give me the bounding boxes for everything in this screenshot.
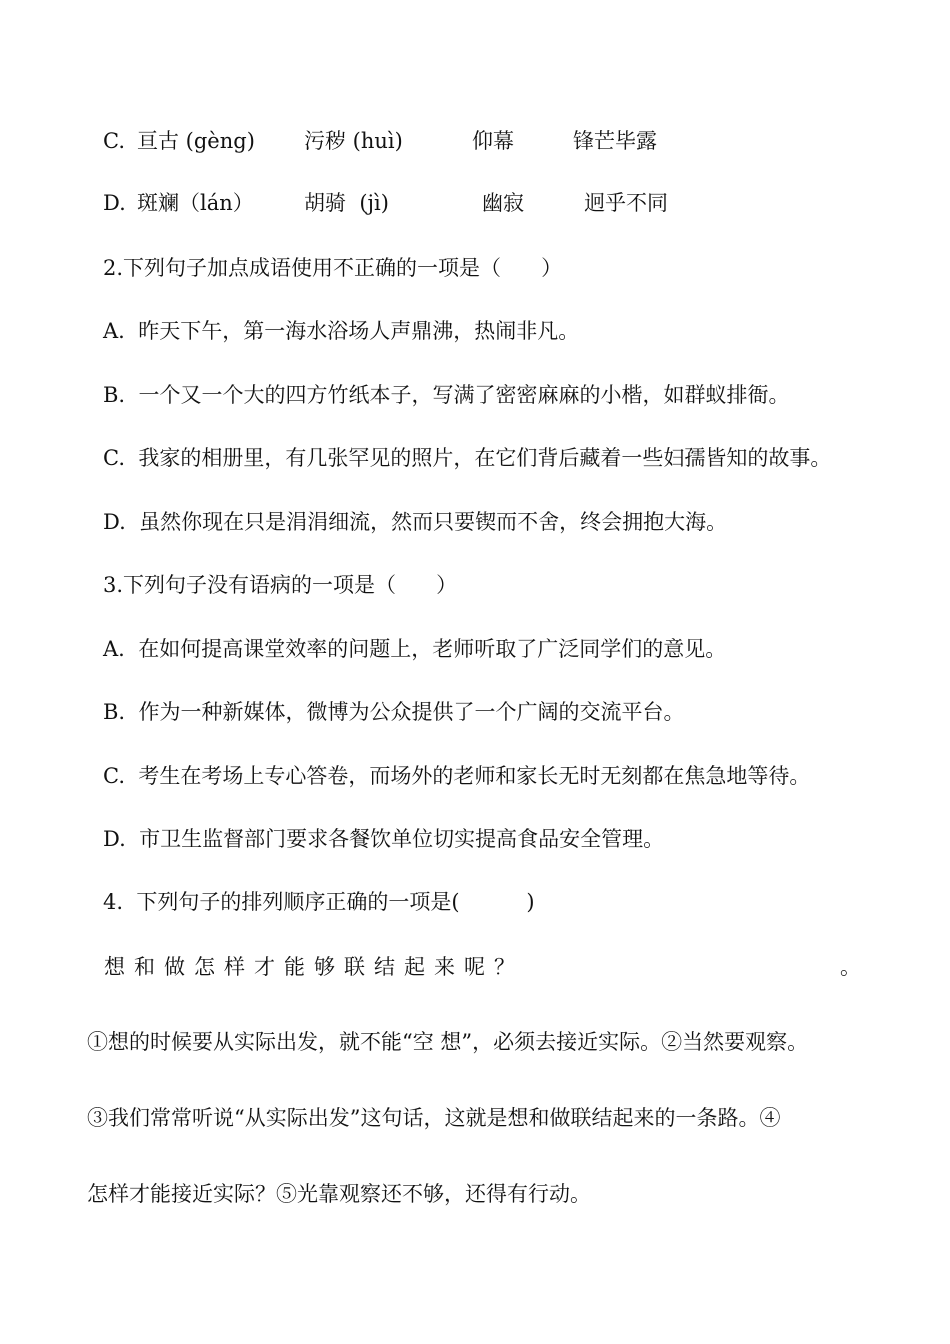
q4-stem: 4. 下列句子的排列顺序正确的一项是( ) xyxy=(103,890,535,914)
q1-option-c-word-4: 锋芒毕露 xyxy=(573,129,657,153)
q1-option-d-word-3: 幽寂 xyxy=(482,191,524,215)
q4-passage-line-2: ③我们常常听说“从实际出发”这句话，这就是想和做联结起来的一条路。④ xyxy=(87,1106,781,1130)
q3-option-b: B. 作为一种新媒体，微博为公众提供了一个广阔的交流平台。 xyxy=(103,700,685,724)
q4-passage-line-1: ①想的时候要从实际出发，就不能“空 想”，必须去接近实际。②当然要观察。 xyxy=(87,1030,809,1054)
q3-option-d: D. 市卫生监督部门要求各餐饮单位切实提高食品安全管理。 xyxy=(103,827,665,851)
q3-option-a: A. 在如何提高课堂效率的问题上，老师听取了广泛同学们的意见。 xyxy=(103,637,727,661)
q2-option-a: A. 昨天下午，第一海水浴场人声鼎沸，热闹非凡。 xyxy=(103,319,580,343)
q2-option-d: D. 虽然你现在只是涓涓细流，然而只要锲而不舍，终会拥抱大海。 xyxy=(103,510,728,534)
q2-option-c: C. 我家的相册里，有几张罕见的照片，在它们背后藏着一些妇孺皆知的故事。 xyxy=(103,446,832,470)
q1-option-c-letter: C. xyxy=(103,129,125,153)
q1-option-d-word-2: 胡骑 (jì) xyxy=(304,191,389,215)
q4-lead-sentence: 想和做怎样才能够联结起来呢？ xyxy=(104,955,524,979)
q1-option-d-word-4: 迥乎不同 xyxy=(584,191,668,215)
q1-option-c-word-1: 亘古 (gèng) xyxy=(137,129,255,153)
q1-option-c-word-3: 仰幕 xyxy=(472,129,514,153)
q1-option-c-word-2: 污秽 (huì) xyxy=(304,129,403,153)
q3-stem: 3.下列句子没有语病的一项是（ ） xyxy=(103,573,458,597)
q1-option-d-letter: D. xyxy=(103,191,126,215)
q4-lead-period: 。 xyxy=(840,955,861,979)
q3-option-c: C. 考生在考场上专心答卷，而场外的老师和家长无时无刻都在焦急地等待。 xyxy=(103,764,811,788)
q4-passage-line-3: 怎样才能接近实际？⑤光靠观察还不够，还得有行动。 xyxy=(87,1182,591,1206)
q1-option-d-word-1: 斑斓（lán） xyxy=(137,191,254,215)
q2-stem: 2.下列句子加点成语使用不正确的一项是（ ） xyxy=(103,256,563,280)
q2-option-b: B. 一个又一个大的四方竹纸本子，写满了密密麻麻的小楷，如群蚁排衙。 xyxy=(103,383,790,407)
